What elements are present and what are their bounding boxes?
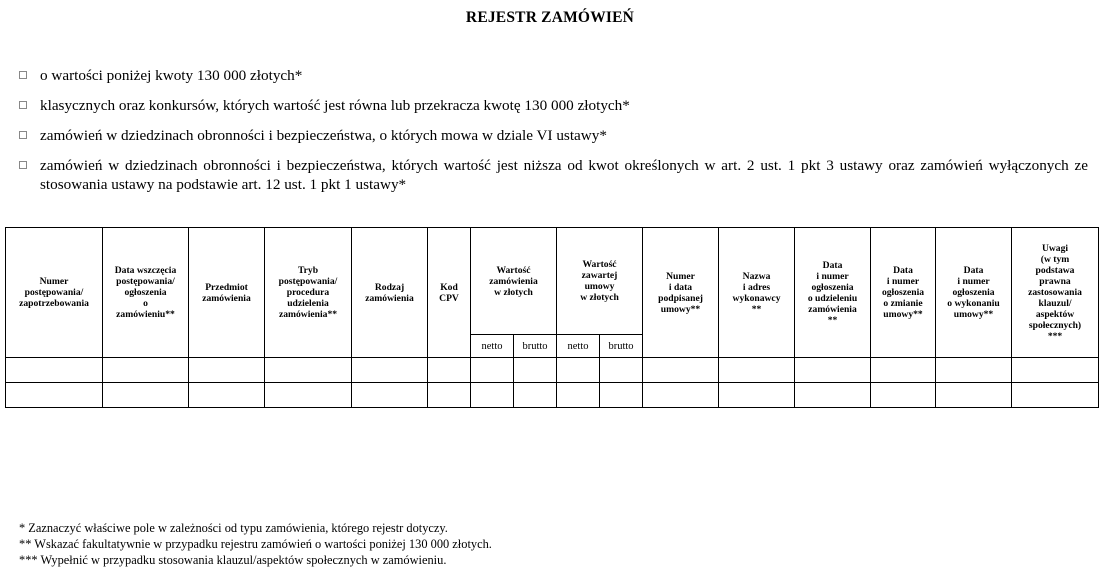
table-row: [6, 358, 1099, 383]
table-cell[interactable]: [103, 383, 189, 408]
option-below-threshold[interactable]: [19, 66, 1088, 85]
table-cell[interactable]: [103, 358, 189, 383]
option-label: zamówień w dziedzinach obronności i bezpieczeństwa, których wartość jest niższa od kwot określonych w art. 2 ust. 1 pkt 3 ustawy oraz zamówień wyłączonych ze stosowania ustawy na podstawie art. 12 ust. 1 pkt 1 ustawy*: [40, 157, 1088, 193]
footnote: ** Wskazać fakultatywnie w przypadku rejestru zamówień o wartości poniżej 130 000 złotych.: [19, 537, 492, 551]
checkbox[interactable]: [19, 101, 27, 109]
col-header-wartosc-umowy: Wartość zawartej umowy w złotych: [557, 228, 643, 335]
col-header-rodzaj: Rodzaj zamówienia: [352, 228, 428, 358]
table-cell[interactable]: [643, 358, 719, 383]
checkbox[interactable]: [19, 131, 27, 139]
table-cell[interactable]: [514, 358, 557, 383]
table-cell[interactable]: [795, 358, 871, 383]
col-header-ogloszenie-wykonanie: Data i numer ogłoszenia o wykonaniu umowy**: [936, 228, 1012, 358]
table-cell[interactable]: [428, 358, 471, 383]
table-cell[interactable]: [189, 358, 265, 383]
option-classic[interactable]: [19, 96, 1088, 115]
col-header-ogloszenie-zmiana: Data i numer ogłoszenia o zmianie umowy**: [871, 228, 936, 358]
table-cell[interactable]: [471, 383, 514, 408]
table-cell[interactable]: [719, 383, 795, 408]
table-cell[interactable]: [871, 383, 936, 408]
subheader-netto: netto: [557, 335, 600, 358]
footnotes: [19, 520, 492, 568]
col-header-kod-cpv: Kod CPV: [428, 228, 471, 358]
table-cell[interactable]: [6, 383, 103, 408]
col-header-numer: Numer postępowania/ zapotrzebowania: [6, 228, 103, 358]
table-cell[interactable]: [936, 383, 1012, 408]
table-cell[interactable]: [719, 358, 795, 383]
subheader-brutto: brutto: [600, 335, 643, 358]
option-label: o wartości poniżej kwoty 130 000 złotych*: [40, 67, 303, 84]
col-header-wykonawca: Nazwa i adres wykonawcy **: [719, 228, 795, 358]
checkbox[interactable]: [19, 71, 27, 79]
col-header-uwagi: Uwagi (w tym podstawa prawna zastosowania klauzul/ aspektów społecznych) ***: [1012, 228, 1099, 358]
table-cell[interactable]: [557, 383, 600, 408]
col-header-numer-umowy: Numer i data podpisanej umowy**: [643, 228, 719, 358]
table-cell[interactable]: [428, 383, 471, 408]
table-cell[interactable]: [471, 358, 514, 383]
table-cell[interactable]: [514, 383, 557, 408]
table-cell[interactable]: [600, 358, 643, 383]
table-cell[interactable]: [265, 383, 352, 408]
table-cell[interactable]: [352, 383, 428, 408]
col-header-data-wszczecia: Data wszczęcia postępowania/ ogłoszenia o zamówieniu**: [103, 228, 189, 358]
table-cell[interactable]: [1012, 358, 1099, 383]
subheader-netto: netto: [471, 335, 514, 358]
table-row: [6, 383, 1099, 408]
table-cell[interactable]: [1012, 383, 1099, 408]
option-defense-section-vi[interactable]: [19, 126, 1088, 145]
register-table: [5, 227, 1099, 408]
option-label: klasycznych oraz konkursów, których wartość jest równa lub przekracza kwotę 130 000 złotych*: [40, 97, 630, 114]
order-type-options: [19, 66, 1088, 205]
table-cell[interactable]: [352, 358, 428, 383]
option-label: zamówień w dziedzinach obronności i bezpieczeństwa, o których mowa w dziale VI ustawy*: [40, 127, 607, 144]
table-cell[interactable]: [6, 358, 103, 383]
col-header-wartosc-zamowienia: Wartość zamówienia w złotych: [471, 228, 557, 335]
table-cell[interactable]: [557, 358, 600, 383]
checkbox[interactable]: [19, 161, 27, 169]
option-defense-below-threshold[interactable]: [19, 156, 1088, 194]
table-cell[interactable]: [265, 358, 352, 383]
table-cell[interactable]: [871, 358, 936, 383]
subheader-brutto: brutto: [514, 335, 557, 358]
col-header-ogloszenie-udzielenie: Data i numer ogłoszenia o udzieleniu zamówienia **: [795, 228, 871, 358]
footnote: *** Wypełnić w przypadku stosowania klauzul/aspektów społecznych w zamówieniu.: [19, 553, 447, 567]
col-header-przedmiot: Przedmiot zamówienia: [189, 228, 265, 358]
page-title: REJESTR ZAMÓWIEŃ: [465, 9, 635, 26]
col-header-tryb: Tryb postępowania/ procedura udzielenia zamówienia**: [265, 228, 352, 358]
table-cell[interactable]: [189, 383, 265, 408]
footnote: * Zaznaczyć właściwe pole w zależności od typu zamówienia, którego rejestr dotyczy.: [19, 521, 448, 535]
table-cell[interactable]: [600, 383, 643, 408]
table-cell[interactable]: [936, 358, 1012, 383]
table-cell[interactable]: [795, 383, 871, 408]
table-cell[interactable]: [643, 383, 719, 408]
